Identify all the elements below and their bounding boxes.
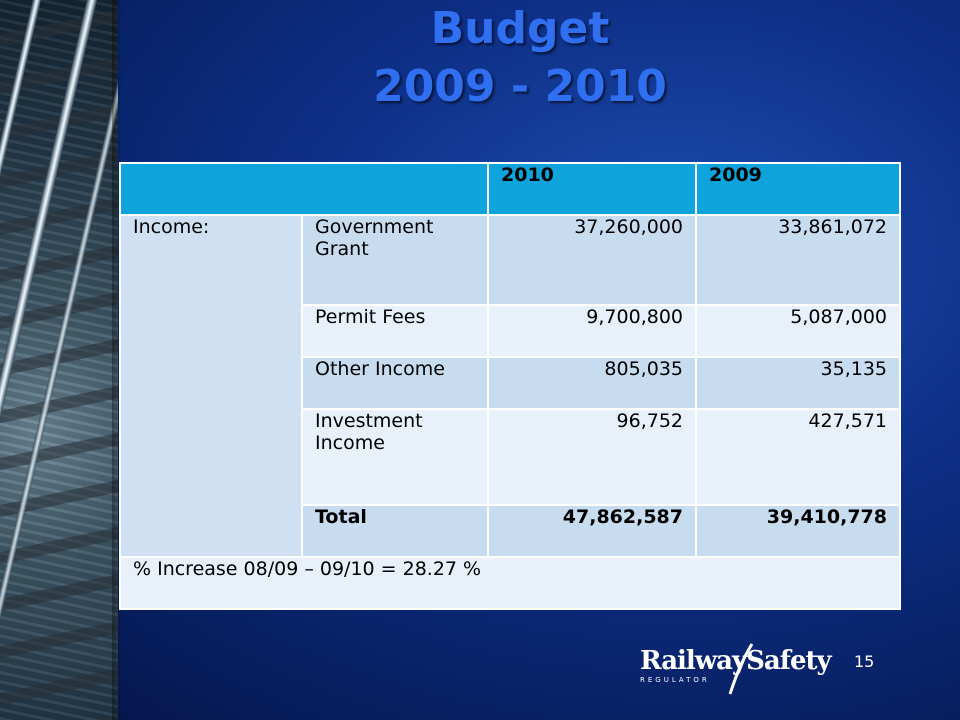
value-2010: 96,752 xyxy=(488,409,696,505)
row-label: Government Grant xyxy=(302,215,488,305)
logo-subtitle: REGULATOR xyxy=(640,676,710,684)
value-2010: 805,035 xyxy=(488,357,696,409)
budget-table xyxy=(119,162,901,610)
income-group-label: Income: xyxy=(120,215,302,557)
total-2009: 39,410,778 xyxy=(696,505,900,557)
total-label: Total xyxy=(302,505,488,557)
value-2010: 37,260,000 xyxy=(488,215,696,305)
header-empty-cell xyxy=(120,163,488,215)
header-2010: 2010 xyxy=(488,163,696,215)
percent-increase-note: % Increase 08/09 – 09/10 = 28.27 % xyxy=(120,557,900,609)
increase-row xyxy=(120,557,900,609)
total-2010: 47,862,587 xyxy=(488,505,696,557)
railway-safety-logo xyxy=(636,642,831,698)
value-2009: 35,135 xyxy=(696,357,900,409)
logo-name: RailwaySafety xyxy=(640,646,831,676)
row-label: Other Income xyxy=(302,357,488,409)
row-label: Permit Fees xyxy=(302,305,488,357)
value-2009: 427,571 xyxy=(696,409,900,505)
table-header-row xyxy=(120,163,900,215)
header-2009: 2009 xyxy=(696,163,900,215)
value-2009: 33,861,072 xyxy=(696,215,900,305)
value-2010: 9,700,800 xyxy=(488,305,696,357)
table-row xyxy=(120,215,900,305)
value-2009: 5,087,000 xyxy=(696,305,900,357)
row-label: Investment Income xyxy=(302,409,488,505)
slide-subtitle: 2009 - 2010 xyxy=(373,61,667,112)
page-number: 15 xyxy=(854,652,875,671)
slide-title: Budget xyxy=(430,3,610,54)
logo-swoosh-icon xyxy=(724,642,764,698)
